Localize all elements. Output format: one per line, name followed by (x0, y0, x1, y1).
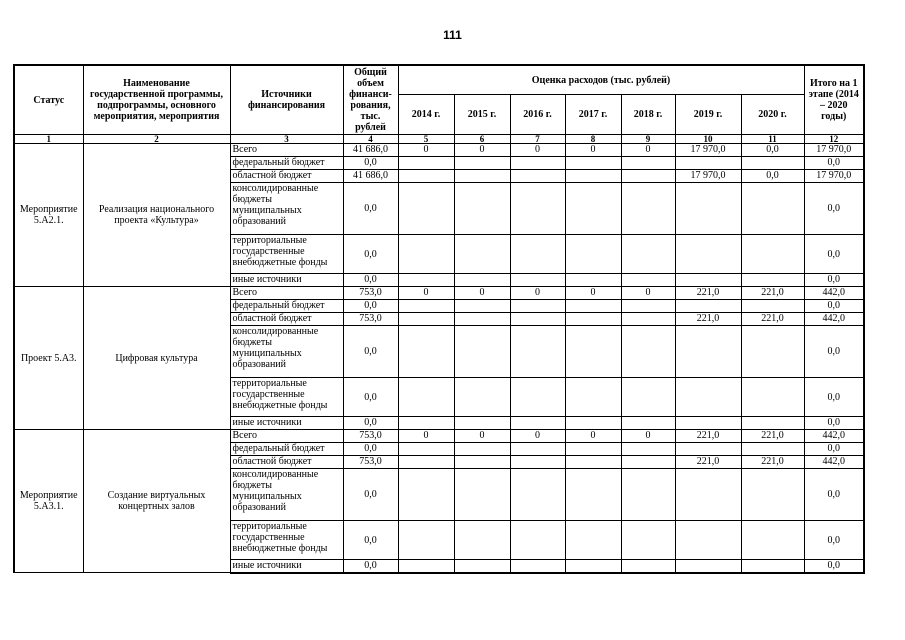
year-cell: 221,0 (675, 430, 741, 443)
year-cell (675, 157, 741, 170)
row-status: Проект 5.А3. (14, 287, 83, 430)
year-cell: 0,0 (741, 170, 804, 183)
year-cell (675, 326, 741, 378)
year-cell (675, 521, 741, 560)
column-number: 3 (230, 135, 343, 144)
column-number: 1 (14, 135, 83, 144)
year-cell (565, 326, 621, 378)
stage-total-cell: 0,0 (804, 521, 864, 560)
stage-total-cell: 0,0 (804, 235, 864, 274)
year-cell (398, 274, 454, 287)
row-name: Цифровая культура (83, 287, 230, 430)
year-cell: 221,0 (675, 313, 741, 326)
financing-source: Всего (230, 430, 343, 443)
column-number: 7 (510, 135, 565, 144)
year-cell (621, 235, 675, 274)
year-cell (398, 300, 454, 313)
year-cell (565, 417, 621, 430)
header-year: 2019 г. (675, 95, 741, 135)
year-cell (454, 313, 510, 326)
financing-source: консолидированные бюджеты муниципальных образований (230, 183, 343, 235)
total-cell: 0,0 (343, 300, 398, 313)
year-cell (454, 417, 510, 430)
year-cell (510, 235, 565, 274)
year-cell (398, 326, 454, 378)
column-number: 2 (83, 135, 230, 144)
year-cell (510, 456, 565, 469)
year-cell (398, 443, 454, 456)
year-cell (741, 378, 804, 417)
year-cell (675, 469, 741, 521)
year-cell (741, 235, 804, 274)
year-cell (454, 300, 510, 313)
year-cell (741, 274, 804, 287)
year-cell (741, 183, 804, 235)
year-cell (398, 456, 454, 469)
year-cell (741, 300, 804, 313)
year-cell (510, 274, 565, 287)
year-cell (510, 417, 565, 430)
year-cell (565, 443, 621, 456)
stage-total-cell: 0,0 (804, 300, 864, 313)
year-cell: 221,0 (741, 430, 804, 443)
financing-source: консолидированные бюджеты муниципальных образований (230, 326, 343, 378)
year-cell (565, 300, 621, 313)
year-cell (621, 313, 675, 326)
financing-source: территориальные государственные внебюджетные фонды (230, 378, 343, 417)
year-cell (621, 521, 675, 560)
stage-total-cell: 17 970,0 (804, 144, 864, 157)
header-total: Общий объем финанси-рования, тыс. рублей (343, 65, 398, 135)
year-cell (398, 417, 454, 430)
year-cell (510, 326, 565, 378)
year-cell: 221,0 (741, 456, 804, 469)
stage-total-cell: 442,0 (804, 287, 864, 300)
year-cell (565, 157, 621, 170)
year-cell (510, 521, 565, 560)
header-year: 2014 г. (398, 95, 454, 135)
stage-total-cell: 442,0 (804, 456, 864, 469)
year-cell: 17 970,0 (675, 144, 741, 157)
year-cell: 0 (510, 287, 565, 300)
total-cell: 0,0 (343, 521, 398, 560)
header-year: 2016 г. (510, 95, 565, 135)
financing-source: федеральный бюджет (230, 443, 343, 456)
year-cell (398, 235, 454, 274)
stage-total-cell: 0,0 (804, 326, 864, 378)
year-cell (621, 378, 675, 417)
header-year: 2015 г. (454, 95, 510, 135)
year-cell (398, 378, 454, 417)
total-cell: 753,0 (343, 430, 398, 443)
year-cell (565, 313, 621, 326)
total-cell: 41 686,0 (343, 144, 398, 157)
year-cell (510, 183, 565, 235)
year-cell (675, 443, 741, 456)
year-cell (398, 313, 454, 326)
row-status: Мероприятие 5.А3.1. (14, 430, 83, 573)
total-cell: 0,0 (343, 157, 398, 170)
header-status: Статус (14, 65, 83, 135)
total-cell: 0,0 (343, 274, 398, 287)
year-cell (510, 443, 565, 456)
year-cell (565, 560, 621, 573)
year-cell: 0 (621, 144, 675, 157)
column-number: 11 (741, 135, 804, 144)
column-number: 9 (621, 135, 675, 144)
year-cell (621, 417, 675, 430)
page-number: 111 (443, 28, 462, 42)
year-cell (675, 183, 741, 235)
financing-source: иные источники (230, 560, 343, 573)
table-row (14, 287, 864, 300)
year-cell (510, 170, 565, 183)
year-cell: 0 (510, 144, 565, 157)
year-cell (510, 300, 565, 313)
year-cell (510, 313, 565, 326)
year-cell (741, 521, 804, 560)
stage-total-cell: 0,0 (804, 157, 864, 170)
year-cell (454, 235, 510, 274)
year-cell (565, 456, 621, 469)
column-number: 12 (804, 135, 864, 144)
year-cell: 0 (621, 430, 675, 443)
year-cell: 221,0 (675, 287, 741, 300)
total-cell: 753,0 (343, 287, 398, 300)
header-sources: Источники финансирования (230, 65, 343, 135)
year-cell: 0,0 (741, 144, 804, 157)
year-cell (621, 560, 675, 573)
stage-total-cell: 0,0 (804, 560, 864, 573)
year-cell: 0 (398, 287, 454, 300)
column-number: 10 (675, 135, 741, 144)
financing-source: Всего (230, 287, 343, 300)
header-year: 2017 г. (565, 95, 621, 135)
column-number: 6 (454, 135, 510, 144)
year-cell: 0 (565, 430, 621, 443)
financing-source: областной бюджет (230, 313, 343, 326)
year-cell (741, 326, 804, 378)
header-year: 2018 г. (621, 95, 675, 135)
year-cell: 0 (398, 144, 454, 157)
year-cell (675, 560, 741, 573)
header-name: Наименование государственной программы, подпрограммы, основного мероприятия, мероприятия (83, 65, 230, 135)
row-name: Реализация национального проекта «Культура» (83, 144, 230, 287)
total-cell: 0,0 (343, 560, 398, 573)
total-cell: 0,0 (343, 417, 398, 430)
year-cell: 221,0 (741, 287, 804, 300)
financing-table (13, 64, 865, 574)
table-row (14, 430, 864, 443)
financing-source: федеральный бюджет (230, 300, 343, 313)
stage-total-cell: 442,0 (804, 313, 864, 326)
year-cell (454, 560, 510, 573)
financing-source: иные источники (230, 274, 343, 287)
year-cell (621, 274, 675, 287)
year-cell (398, 469, 454, 521)
year-cell: 0 (454, 144, 510, 157)
year-cell (621, 183, 675, 235)
year-cell (454, 469, 510, 521)
row-status: Мероприятие 5.А2.1. (14, 144, 83, 287)
year-cell (454, 443, 510, 456)
year-cell (454, 274, 510, 287)
column-number: 5 (398, 135, 454, 144)
year-cell (621, 300, 675, 313)
header-year: 2020 г. (741, 95, 804, 135)
year-cell (454, 326, 510, 378)
financing-source: территориальные государственные внебюджетные фонды (230, 521, 343, 560)
year-cell: 221,0 (675, 456, 741, 469)
year-cell (454, 183, 510, 235)
stage-total-cell: 0,0 (804, 443, 864, 456)
year-cell (675, 300, 741, 313)
year-cell (454, 378, 510, 417)
total-cell: 0,0 (343, 469, 398, 521)
stage-total-cell: 0,0 (804, 183, 864, 235)
year-cell (621, 443, 675, 456)
total-cell: 41 686,0 (343, 170, 398, 183)
year-cell (565, 235, 621, 274)
financing-source: областной бюджет (230, 170, 343, 183)
year-cell: 0 (398, 430, 454, 443)
total-cell: 0,0 (343, 235, 398, 274)
year-cell (510, 560, 565, 573)
year-cell (675, 274, 741, 287)
year-cell (565, 469, 621, 521)
year-cell (675, 378, 741, 417)
year-cell (621, 170, 675, 183)
stage-total-cell: 0,0 (804, 469, 864, 521)
year-cell (565, 183, 621, 235)
total-cell: 0,0 (343, 183, 398, 235)
year-cell (741, 469, 804, 521)
year-cell (565, 170, 621, 183)
year-cell (621, 326, 675, 378)
year-cell (510, 378, 565, 417)
year-cell (741, 443, 804, 456)
year-cell: 17 970,0 (675, 170, 741, 183)
stage-total-cell: 442,0 (804, 430, 864, 443)
year-cell (454, 456, 510, 469)
total-cell: 0,0 (343, 326, 398, 378)
financing-source: Всего (230, 144, 343, 157)
year-cell: 0 (565, 144, 621, 157)
year-cell (398, 560, 454, 573)
year-cell (675, 417, 741, 430)
financing-source: территориальные государственные внебюджетные фонды (230, 235, 343, 274)
year-cell (510, 157, 565, 170)
year-cell (398, 183, 454, 235)
stage-total-cell: 0,0 (804, 378, 864, 417)
total-cell: 753,0 (343, 456, 398, 469)
year-cell (741, 157, 804, 170)
year-cell: 221,0 (741, 313, 804, 326)
year-cell (398, 157, 454, 170)
stage-total-cell: 0,0 (804, 274, 864, 287)
header-estimate: Оценка расходов (тыс. рублей) (398, 65, 804, 95)
year-cell (741, 560, 804, 573)
year-cell (398, 521, 454, 560)
year-cell (565, 274, 621, 287)
year-cell: 0 (565, 287, 621, 300)
year-cell: 0 (454, 430, 510, 443)
year-cell (621, 469, 675, 521)
column-number: 4 (343, 135, 398, 144)
stage-total-cell: 17 970,0 (804, 170, 864, 183)
year-cell: 0 (510, 430, 565, 443)
year-cell: 0 (454, 287, 510, 300)
year-cell (565, 378, 621, 417)
year-cell (454, 521, 510, 560)
total-cell: 0,0 (343, 443, 398, 456)
year-cell (621, 456, 675, 469)
stage-total-cell: 0,0 (804, 417, 864, 430)
financing-source: иные источники (230, 417, 343, 430)
year-cell: 0 (621, 287, 675, 300)
year-cell (621, 157, 675, 170)
table-row (14, 144, 864, 157)
row-name: Создание виртуальных концертных залов (83, 430, 230, 573)
column-number: 8 (565, 135, 621, 144)
header-stage-total: Итого на 1 этапе (2014 – 2020 годы) (804, 65, 864, 135)
year-cell (675, 235, 741, 274)
financing-source: областной бюджет (230, 456, 343, 469)
year-cell (454, 157, 510, 170)
total-cell: 753,0 (343, 313, 398, 326)
total-cell: 0,0 (343, 378, 398, 417)
table-body (14, 144, 864, 573)
year-cell (510, 469, 565, 521)
year-cell (398, 170, 454, 183)
financing-source: федеральный бюджет (230, 157, 343, 170)
year-cell (741, 417, 804, 430)
year-cell (454, 170, 510, 183)
financing-source: консолидированные бюджеты муниципальных образований (230, 469, 343, 521)
year-cell (565, 521, 621, 560)
